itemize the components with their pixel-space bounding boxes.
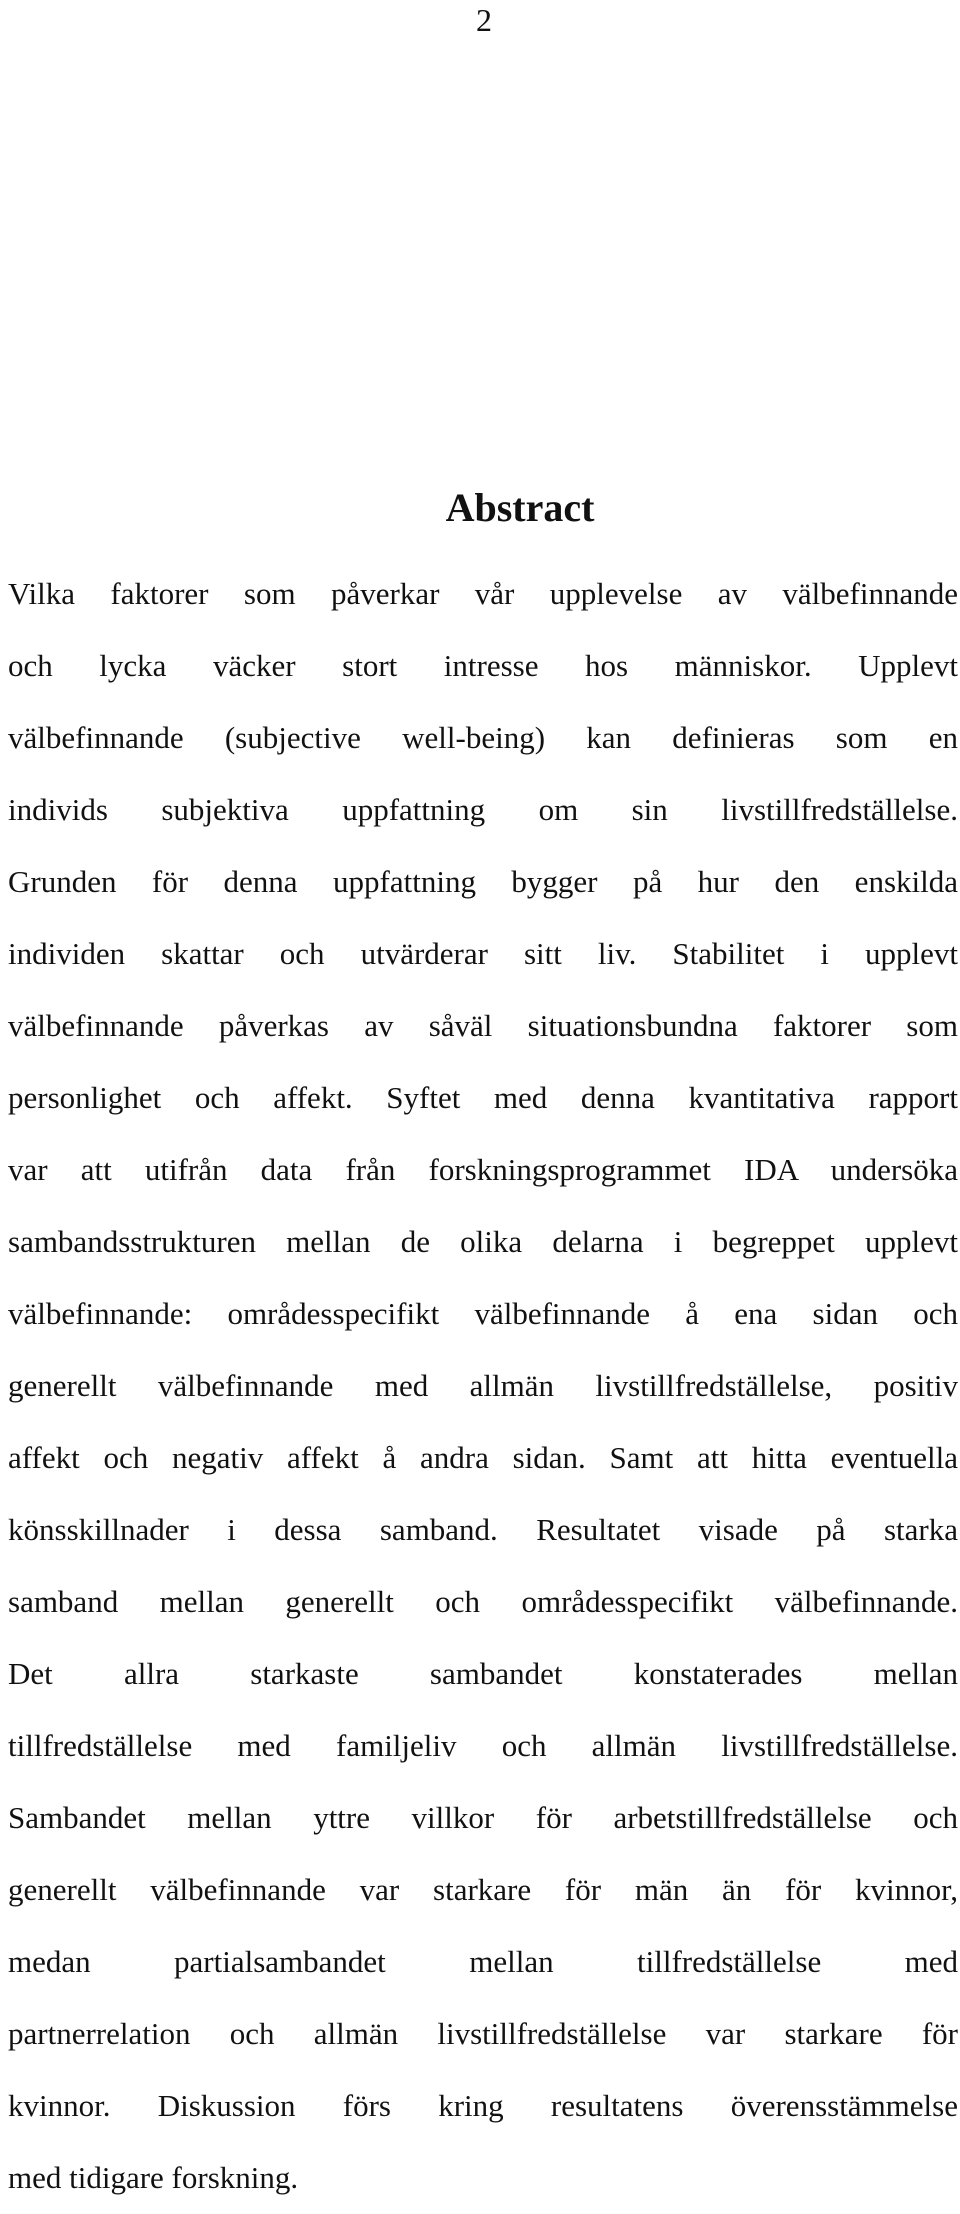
abstract-line: kvinnor. Diskussion förs kring resultatens överensstämmelse	[8, 2088, 958, 2123]
abstract-line: välbefinnande: områdesspecifikt välbefinnande å ena sidan och	[8, 1296, 958, 1331]
abstract-line: välbefinnande (subjective well-being) kan definieras som en	[8, 720, 958, 755]
abstract-line: personlighet och affekt. Syftet med denna kvantitativa rapport	[8, 1080, 958, 1115]
abstract-line: Grunden för denna uppfattning bygger på hur den enskilda	[8, 864, 958, 899]
abstract-line: könsskillnader i dessa samband. Resultatet visade på starka	[8, 1512, 958, 1547]
abstract-line: och lycka väcker stort intresse hos människor. Upplevt	[8, 648, 958, 683]
abstract-line: tillfredställelse med familjeliv och allmän livstillfredställelse.	[8, 1728, 958, 1763]
abstract-line: Det allra starkaste sambandet konstaterades mellan	[8, 1656, 958, 1691]
abstract-line: partnerrelation och allmän livstillfredställelse var starkare för	[8, 2016, 958, 2051]
abstract-line: var att utifrån data från forskningsprogrammet IDA undersöka	[8, 1152, 958, 1187]
abstract-line: individen skattar och utvärderar sitt liv. Stabilitet i upplevt	[8, 936, 958, 971]
abstract-line: generellt välbefinnande med allmän livstillfredställelse, positiv	[8, 1368, 958, 1403]
abstract-line: individs subjektiva uppfattning om sin livstillfredställelse.	[8, 792, 958, 827]
page-number: 2	[476, 2, 492, 38]
abstract-line: Vilka faktorer som påverkar vår upplevelse av välbefinnande	[8, 576, 958, 611]
abstract-line: sambandsstrukturen mellan de olika delarna i begreppet upplevt	[8, 1224, 958, 1259]
abstract-line: välbefinnande påverkas av såväl situationsbundna faktorer som	[8, 1008, 958, 1043]
abstract-body	[8, 558, 958, 2214]
abstract-line: medan partialsambandet mellan tillfredställelse med	[8, 1944, 958, 1979]
abstract-line: samband mellan generellt och områdesspecifikt välbefinnande.	[8, 1584, 958, 1619]
abstract-title: Abstract	[445, 484, 595, 530]
abstract-line: affekt och negativ affekt å andra sidan. Samt att hitta eventuella	[8, 1440, 958, 1475]
abstract-line: generellt välbefinnande var starkare för män än för kvinnor,	[8, 1872, 958, 1907]
abstract-line: med tidigare forskning.	[8, 2160, 299, 2195]
abstract-line: Sambandet mellan yttre villkor för arbetstillfredställelse och	[8, 1800, 958, 1835]
